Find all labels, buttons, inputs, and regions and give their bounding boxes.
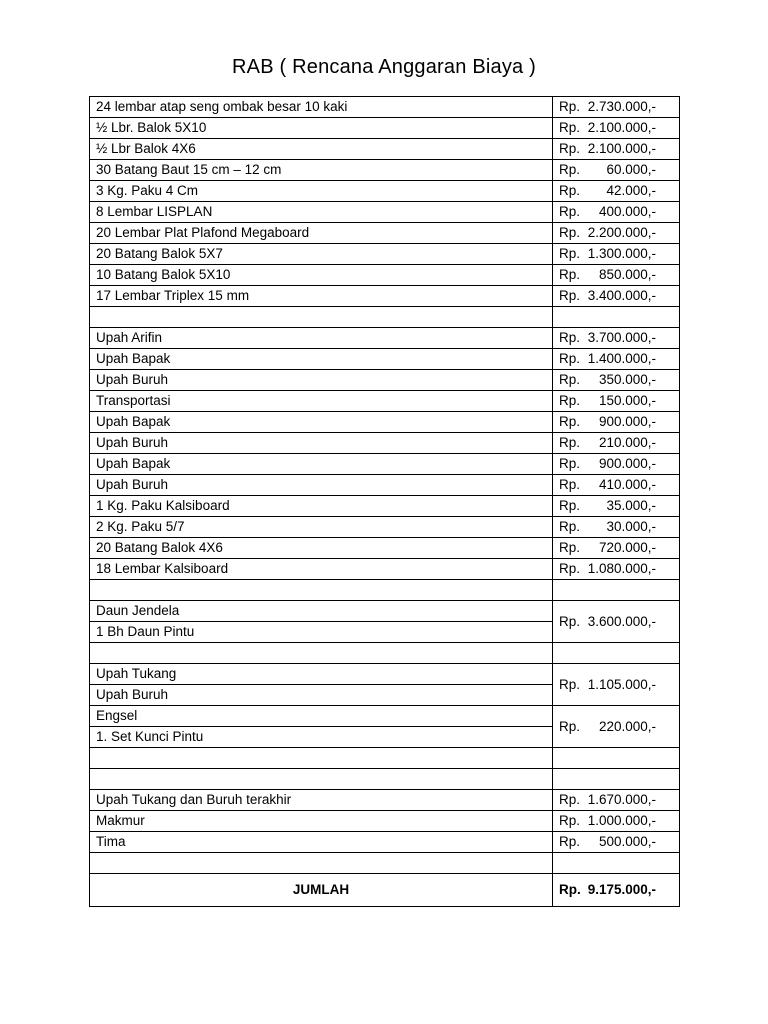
amount-value: 35.000,- — [606, 498, 656, 513]
empty-cell — [553, 307, 680, 328]
item-amount — [553, 517, 680, 538]
total-amount — [553, 874, 680, 907]
item-amount — [553, 286, 680, 307]
item-description: 17 Lembar Triplex 15 mm — [90, 286, 553, 307]
empty-cell — [90, 643, 553, 664]
empty-cell — [553, 580, 680, 601]
amount-value: 150.000,- — [598, 393, 656, 408]
item-amount — [553, 832, 680, 853]
item-amount — [553, 160, 680, 181]
item-amount — [553, 328, 680, 349]
currency-label: Rp. — [559, 120, 581, 135]
item-amount — [553, 223, 680, 244]
currency-label: Rp. — [559, 813, 581, 828]
item-description: 20 Batang Balok 5X7 — [90, 244, 553, 265]
item-amount — [553, 433, 680, 454]
amount-value: 1.080.000,- — [587, 561, 656, 576]
table-row — [90, 97, 680, 118]
empty-cell — [90, 748, 553, 769]
item-amount — [553, 265, 680, 286]
item-description: 1 Bh Daun Pintu — [90, 622, 553, 643]
item-amount — [553, 391, 680, 412]
empty-cell — [90, 580, 553, 601]
item-description: 1. Set Kunci Pintu — [90, 727, 553, 748]
amount-value: 900.000,- — [598, 414, 656, 429]
page-title: RAB ( Rencana Anggaran Biaya ) — [232, 56, 536, 78]
item-amount — [553, 496, 680, 517]
amount-value: 42.000,- — [606, 183, 656, 198]
currency-label: Rp. — [559, 498, 581, 513]
item-description: Upah Buruh — [90, 685, 553, 706]
amount-value: 1.300.000,- — [587, 246, 656, 261]
amount-value: 720.000,- — [598, 540, 656, 555]
amount-value: 1.000.000,- — [587, 813, 656, 828]
currency-label: Rp. — [559, 435, 581, 450]
currency-label: Rp. — [559, 288, 581, 303]
item-amount — [553, 559, 680, 580]
item-description: 24 lembar atap seng ombak besar 10 kaki — [90, 97, 553, 118]
currency-label: Rp. — [559, 834, 581, 849]
currency-label: Rp. — [559, 718, 581, 734]
amount-value: 60.000,- — [606, 162, 656, 177]
group-amount — [553, 601, 680, 643]
item-amount — [553, 181, 680, 202]
currency-label: Rp. — [559, 456, 581, 471]
item-amount — [553, 370, 680, 391]
table-row — [90, 433, 680, 454]
empty-row — [90, 643, 680, 664]
item-description: 8 Lembar LISPLAN — [90, 202, 553, 223]
currency-label: Rp. — [559, 99, 581, 114]
table-row — [90, 265, 680, 286]
item-description: 30 Batang Baut 15 cm – 12 cm — [90, 160, 553, 181]
item-amount — [553, 202, 680, 223]
total-label: JUMLAH — [90, 874, 553, 907]
amount-value: 1.670.000,- — [587, 792, 656, 807]
item-description: 20 Batang Balok 4X6 — [90, 538, 553, 559]
amount-value: 900.000,- — [598, 456, 656, 471]
currency-label: Rp. — [559, 477, 581, 492]
amount-value: 2.100.000,- — [587, 141, 656, 156]
item-description: 3 Kg. Paku 4 Cm — [90, 181, 553, 202]
table-row — [90, 181, 680, 202]
table-row — [90, 370, 680, 391]
amount-value: 210.000,- — [598, 435, 656, 450]
currency-label: Rp. — [559, 676, 581, 692]
group-amount — [553, 664, 680, 706]
empty-cell — [553, 748, 680, 769]
item-amount — [553, 118, 680, 139]
item-description: Engsel — [90, 706, 553, 727]
item-amount — [553, 349, 680, 370]
item-description: Upah Buruh — [90, 475, 553, 496]
table-row — [90, 790, 680, 811]
group-amount — [553, 706, 680, 748]
amount-value: 1.105.000,- — [587, 676, 656, 692]
table-row — [90, 349, 680, 370]
table-row — [90, 244, 680, 265]
item-amount — [553, 244, 680, 265]
currency-label: Rp. — [559, 183, 581, 198]
currency-label: Rp. — [559, 141, 581, 156]
table-row — [90, 454, 680, 475]
total-value: 9.175.000,- — [587, 882, 656, 897]
currency-label: Rp. — [559, 613, 581, 629]
item-description: Upah Arifin — [90, 328, 553, 349]
amount-value: 500.000,- — [598, 834, 656, 849]
amount-value: 3.400.000,- — [587, 288, 656, 303]
currency-label: Rp. — [559, 351, 581, 366]
item-description: Upah Bapak — [90, 412, 553, 433]
empty-row — [90, 748, 680, 769]
currency-label: Rp. — [559, 561, 581, 576]
table-row — [90, 202, 680, 223]
table-row — [90, 559, 680, 580]
amount-value: 30.000,- — [606, 519, 656, 534]
table-row — [90, 601, 680, 622]
table-row — [90, 811, 680, 832]
item-amount — [553, 454, 680, 475]
currency-label: Rp. — [559, 372, 581, 387]
currency-label: Rp. — [559, 540, 581, 555]
table-row — [90, 832, 680, 853]
budget-table — [89, 96, 680, 907]
table-row — [90, 391, 680, 412]
table-row — [90, 517, 680, 538]
amount-value: 2.100.000,- — [587, 120, 656, 135]
currency-label: Rp. — [559, 792, 581, 807]
item-description: Upah Buruh — [90, 370, 553, 391]
item-description: Upah Bapak — [90, 454, 553, 475]
item-amount — [553, 97, 680, 118]
item-description: ½ Lbr. Balok 5X10 — [90, 118, 553, 139]
currency-label: Rp. — [559, 162, 581, 177]
empty-cell — [553, 853, 680, 874]
table-row — [90, 475, 680, 496]
item-description: Makmur — [90, 811, 553, 832]
empty-row — [90, 769, 680, 790]
table-row — [90, 223, 680, 244]
empty-cell — [90, 853, 553, 874]
currency-label: Rp. — [559, 204, 581, 219]
item-description: Upah Tukang dan Buruh terakhir — [90, 790, 553, 811]
item-description: ½ Lbr Balok 4X6 — [90, 139, 553, 160]
item-description: 18 Lembar Kalsiboard — [90, 559, 553, 580]
item-amount — [553, 412, 680, 433]
table-row — [90, 286, 680, 307]
table-row — [90, 118, 680, 139]
item-description: 20 Lembar Plat Plafond Megaboard — [90, 223, 553, 244]
item-amount — [553, 538, 680, 559]
amount-value: 3.700.000,- — [587, 330, 656, 345]
item-description: Upah Tukang — [90, 664, 553, 685]
item-description: Upah Bapak — [90, 349, 553, 370]
currency-label: Rp. — [559, 267, 581, 282]
currency-label: Rp. — [559, 225, 581, 240]
empty-cell — [553, 643, 680, 664]
currency-label: Rp. — [559, 393, 581, 408]
amount-value: 3.600.000,- — [587, 613, 656, 629]
currency-label: Rp. — [559, 519, 581, 534]
currency-label: Rp. — [559, 882, 581, 897]
item-description: Tima — [90, 832, 553, 853]
table-row — [90, 160, 680, 181]
empty-cell — [90, 307, 553, 328]
item-description: 10 Batang Balok 5X10 — [90, 265, 553, 286]
table-row — [90, 538, 680, 559]
amount-value: 2.730.000,- — [587, 99, 656, 114]
empty-row — [90, 580, 680, 601]
item-description: Transportasi — [90, 391, 553, 412]
amount-value: 400.000,- — [598, 204, 656, 219]
table-row — [90, 706, 680, 727]
item-description: 2 Kg. Paku 5/7 — [90, 517, 553, 538]
empty-row — [90, 307, 680, 328]
total-row — [90, 874, 680, 907]
item-amount — [553, 790, 680, 811]
amount-value: 350.000,- — [598, 372, 656, 387]
item-description: 1 Kg. Paku Kalsiboard — [90, 496, 553, 517]
empty-row — [90, 853, 680, 874]
currency-label: Rp. — [559, 330, 581, 345]
amount-value: 410.000,- — [598, 477, 656, 492]
table-row — [90, 496, 680, 517]
table-row — [90, 412, 680, 433]
item-amount — [553, 139, 680, 160]
item-amount — [553, 475, 680, 496]
currency-label: Rp. — [559, 246, 581, 261]
item-amount — [553, 811, 680, 832]
empty-cell — [553, 769, 680, 790]
item-description: Daun Jendela — [90, 601, 553, 622]
table-row — [90, 328, 680, 349]
empty-cell — [90, 769, 553, 790]
table-row — [90, 664, 680, 685]
amount-value: 850.000,- — [598, 267, 656, 282]
table-row — [90, 139, 680, 160]
amount-value: 1.400.000,- — [587, 351, 656, 366]
amount-value: 2.200.000,- — [587, 225, 656, 240]
currency-label: Rp. — [559, 414, 581, 429]
amount-value: 220.000,- — [598, 718, 656, 734]
item-description: Upah Buruh — [90, 433, 553, 454]
